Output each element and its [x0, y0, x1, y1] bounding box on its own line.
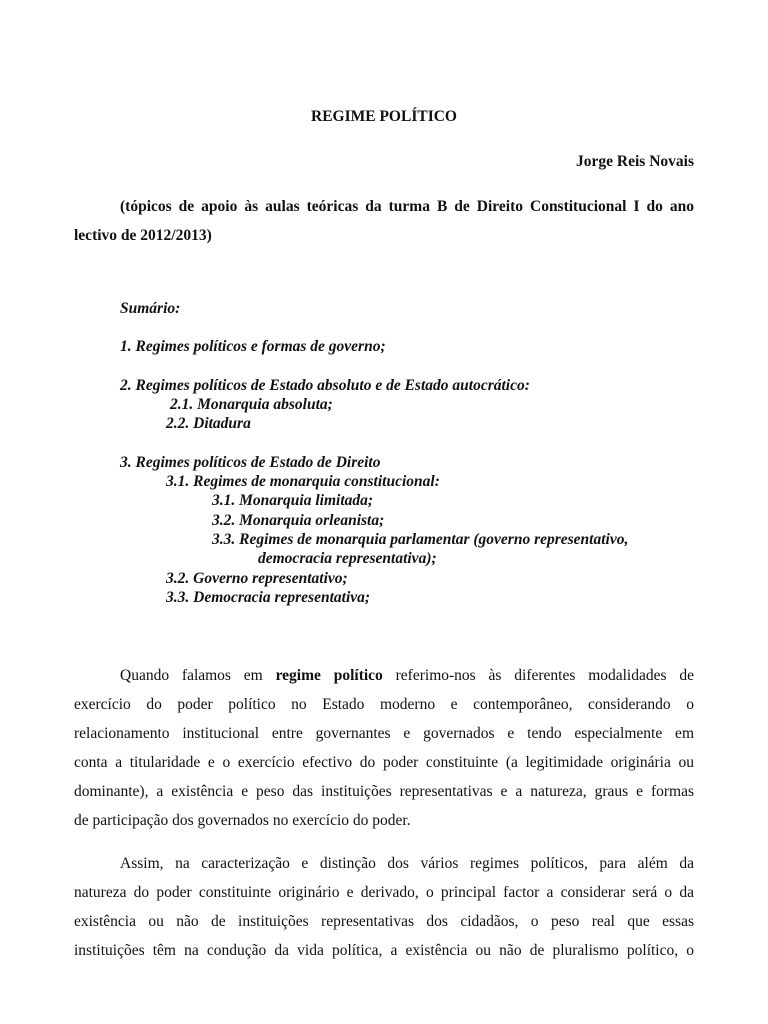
summary-item-2-2: 2.2. Ditadura	[166, 415, 251, 432]
paragraph-1-line-4: conta a titularidade e o exercício efectivo do poder constituinte (a legitimidade originária ou	[74, 754, 694, 771]
summary-item-3-3: 3.3. Democracia representativa;	[166, 589, 371, 606]
summary-item-3: 3. Regimes políticos de Estado de Direito	[120, 454, 381, 471]
subtitle-line-2: lectivo de 2012/2013)	[74, 227, 212, 244]
paragraph-1-line-3: relacionamento institucional entre governantes e governados e tendo especialmente em	[74, 725, 694, 742]
summary-item-3-2: 3.2. Governo representativo;	[166, 570, 348, 587]
summary-item-3-1-3-cont: democracia representativa);	[258, 550, 437, 567]
summary-item-3-1-1: 3.1. Monarquia limitada;	[212, 492, 374, 509]
document-author: Jorge Reis Novais	[576, 153, 694, 170]
regime-politico-term: regime político	[275, 667, 383, 684]
summary-heading: Sumário:	[120, 300, 181, 317]
paragraph-1-line-6: de participação dos governados no exercício do poder.	[74, 812, 411, 829]
paragraph-1-line-1: Quando falamos em regime político referimo-nos às diferentes modalidades de	[120, 667, 694, 684]
paragraph-1-line-2: exercício do poder político no Estado moderno e contemporâneo, considerando o	[74, 696, 694, 713]
summary-item-3-1: 3.1. Regimes de monarquia constitucional:	[166, 473, 440, 490]
paragraph-2-line-3: existência ou não de instituições representativas dos cidadãos, o peso real que essas	[74, 913, 694, 930]
paragraph-2-line-1: Assim, na caracterização e distinção dos vários regimes políticos, para além da	[120, 855, 694, 872]
summary-item-1: 1. Regimes políticos e formas de governo;	[120, 338, 386, 355]
subtitle-line-1: (tópicos de apoio às aulas teóricas da turma B de Direito Constitucional I do ano	[120, 198, 694, 215]
summary-item-3-1-2: 3.2. Monarquia orleanista;	[212, 512, 385, 529]
summary-item-2-1: 2.1. Monarquia absoluta;	[170, 396, 333, 413]
summary-item-3-1-3: 3.3. Regimes de monarquia parlamentar (governo representativo,	[212, 531, 629, 548]
paragraph-2-line-2: natureza do poder constituinte originário e derivado, o principal factor a considerar será o da	[74, 884, 694, 901]
paragraph-2-line-4: instituições têm na condução da vida política, a existência ou não de pluralismo político, o	[74, 942, 694, 959]
summary-item-2: 2. Regimes políticos de Estado absoluto e de Estado autocrático:	[120, 377, 530, 394]
document-title: REGIME POLÍTICO	[311, 108, 457, 125]
paragraph-1-line-5: dominante), a existência e peso das instituições representativas e a natureza, graus e formas	[74, 783, 694, 800]
